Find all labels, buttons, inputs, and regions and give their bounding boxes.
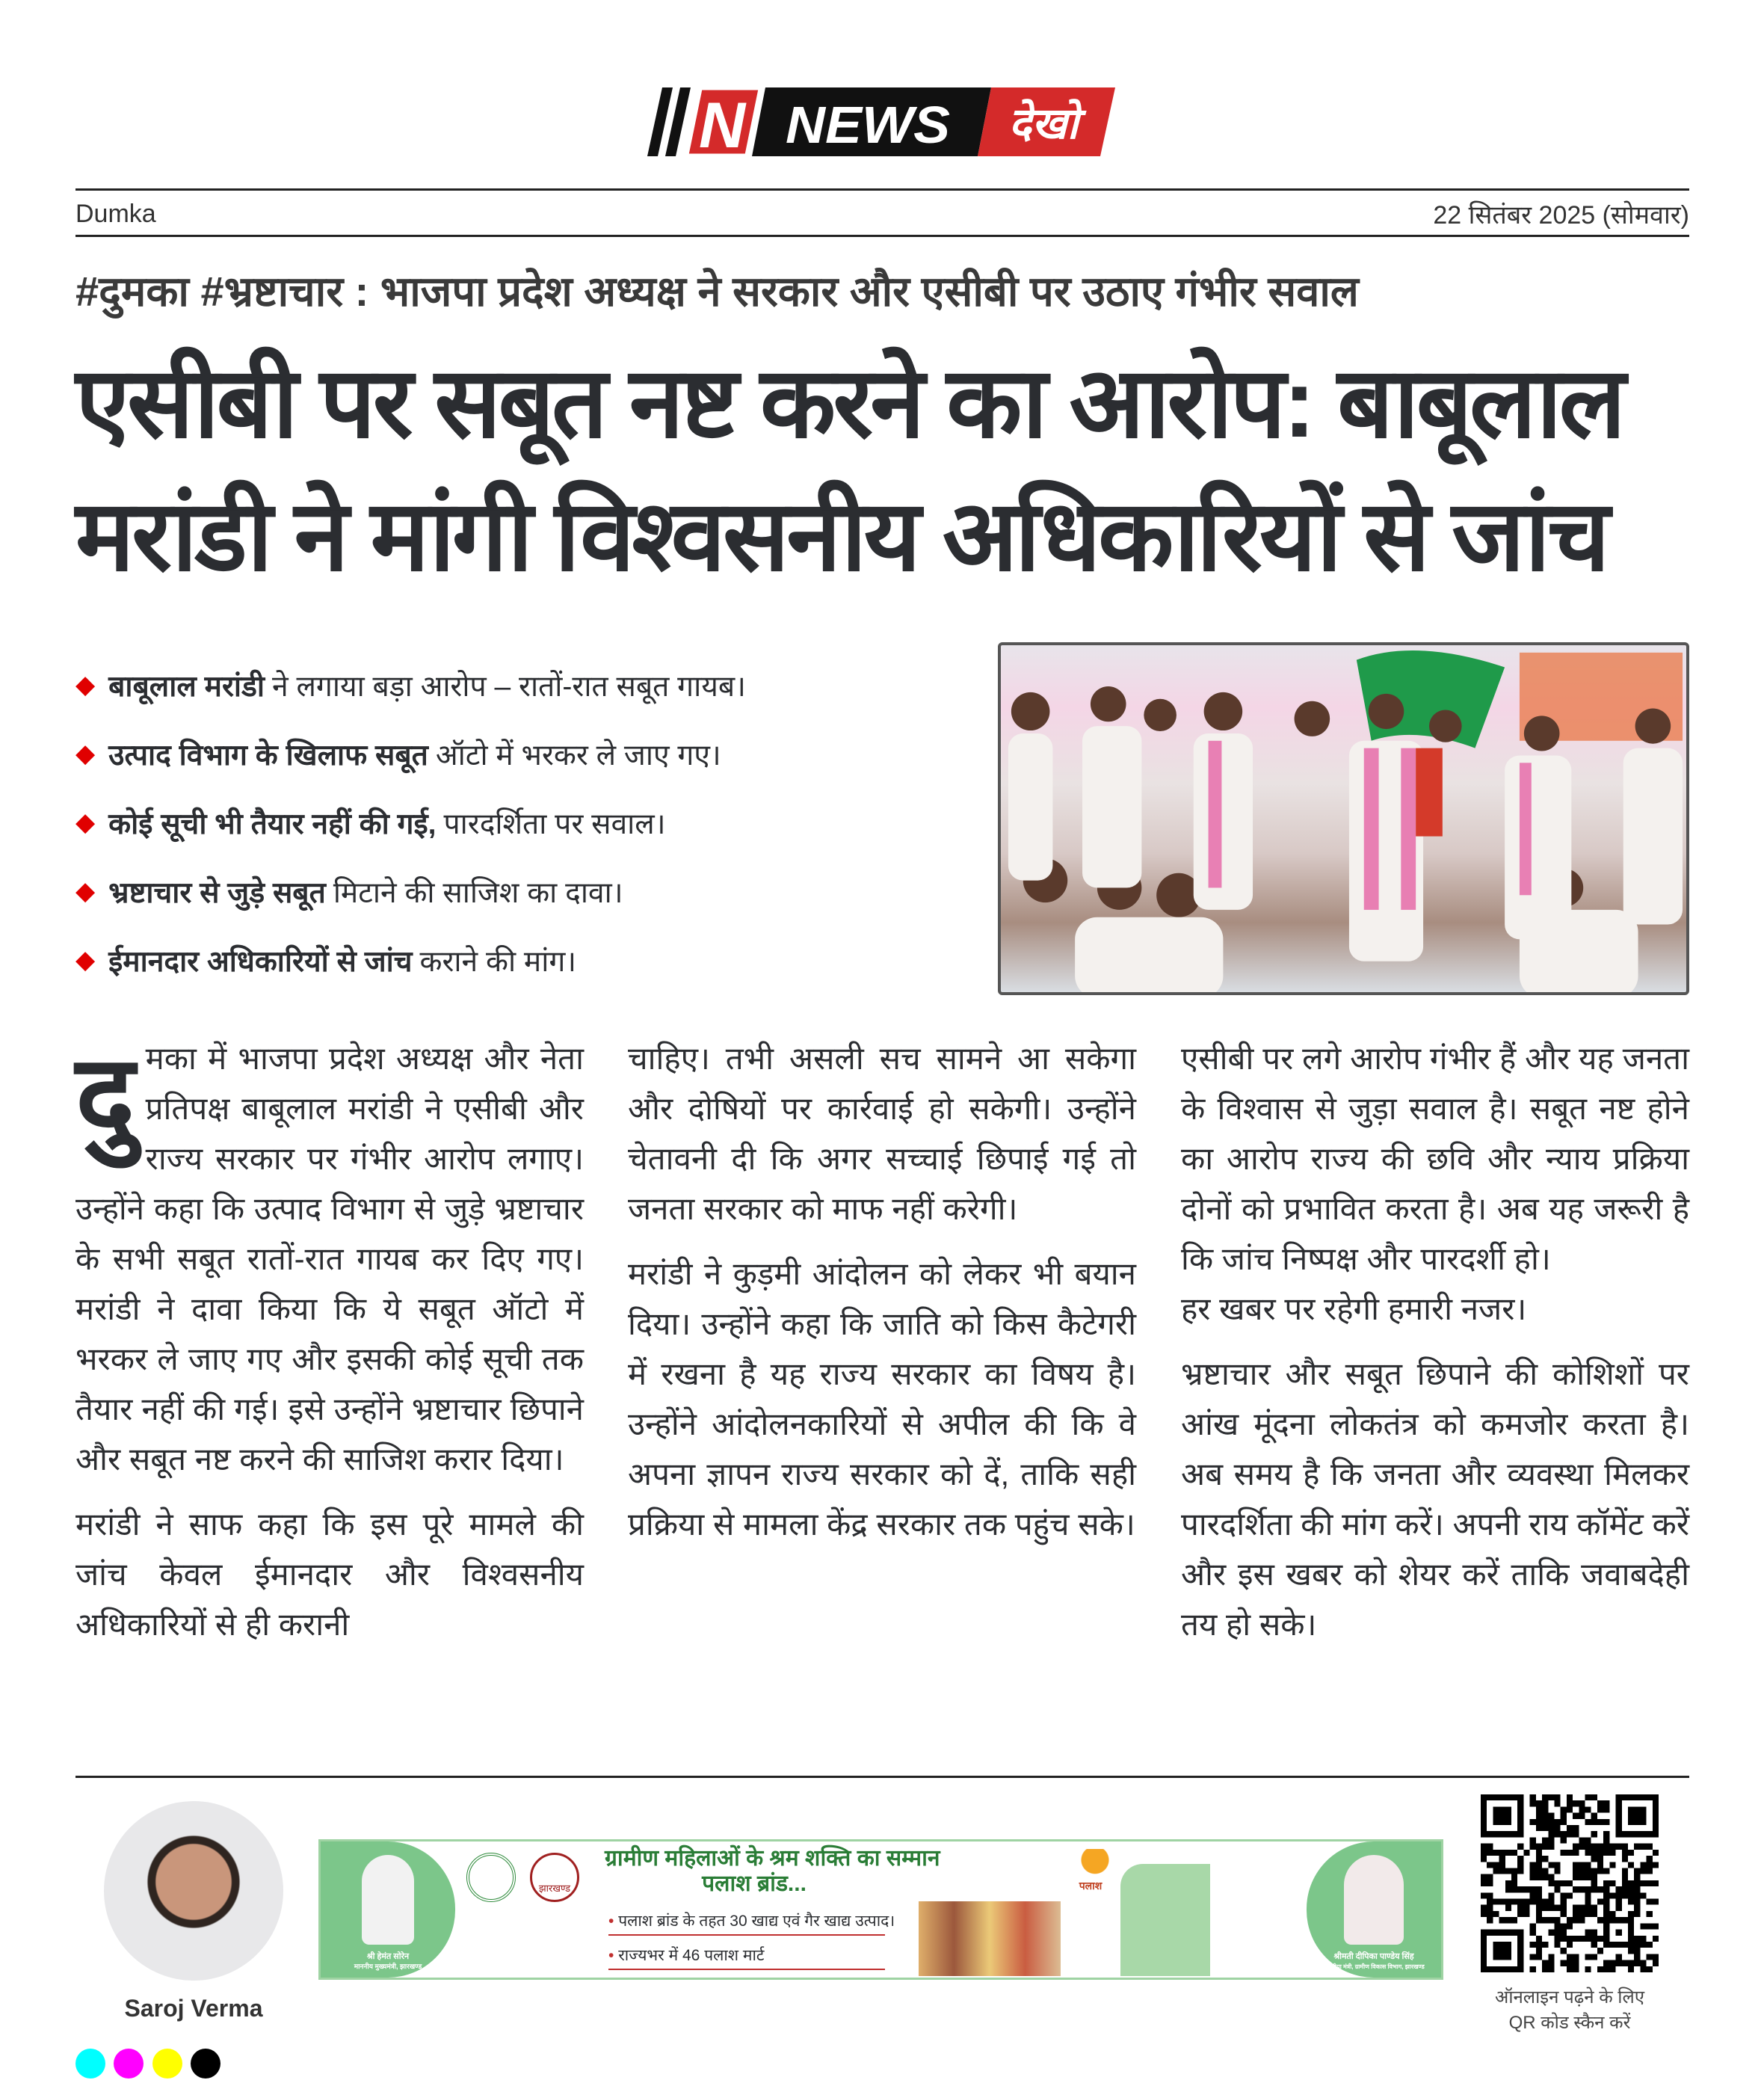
article-paragraph: मरांडी ने साफ कहा कि इस पूरे मामले की जांच केवल ईमानदार और विश्वसनीय अधिकारियों से ही करानी xyxy=(75,1507,584,1642)
ad-point-text: पलाश ब्रांड के तहत 30 खाद्य एवं गैर खाद्य उत्पाद। xyxy=(618,1913,895,1930)
headline-line: एसीबी पर सबूत नष्ट करने का आरोप: बाबूलाल xyxy=(75,348,1623,458)
logo-letter: N xyxy=(698,90,746,156)
footer-rule xyxy=(75,1776,1689,1778)
diamond-bullet-icon: ◆ xyxy=(75,808,96,837)
registration-dot-yellow xyxy=(152,2049,182,2079)
qr-code[interactable] xyxy=(1481,1794,1659,1972)
ad-point-text: राज्यभर में 46 पलाश मार्ट xyxy=(618,1947,765,1964)
left-caption-name: श्री हेमंत सोरेन xyxy=(366,1952,410,1961)
article-column-1 xyxy=(75,1033,584,1664)
diamond-bullet-icon: ◆ xyxy=(75,671,96,699)
red-dot-icon: • xyxy=(608,1947,614,1964)
bullet-item xyxy=(75,788,957,857)
crowd-bodies xyxy=(1008,726,1683,992)
ad-left-panel xyxy=(321,1841,455,1978)
cm-portrait xyxy=(362,1855,414,1945)
article-tagline: हर खबर पर रहेगी हमारी नजर। xyxy=(1181,1291,1527,1326)
headline-line: मरांडी ने मांगी विश्वसनीय अधिकारियों से जांच xyxy=(75,481,1608,591)
left-caption-title: माननीय मुख्यमंत्री, झारखण्ड xyxy=(354,1963,422,1970)
bullet-text: मिटाने की साजिश का दावा। xyxy=(333,876,623,909)
date: 22 सितंबर 2025 (सोमवार) xyxy=(1433,201,1689,230)
diamond-bullet-icon: ◆ xyxy=(75,739,96,768)
red-kurta xyxy=(1416,748,1443,837)
qr-caption-line: ऑनलाइन पढ़ने के लिए xyxy=(1494,1987,1645,2007)
article-paragraph: भ्रष्टाचार और सबूत छिपाने की कोशिशों पर आंख मूंदना लोकतंत्र को कमजोर करता है। अब समय है कि जनता और व्यवस्था मिलकर पारदर्शिता की मांग करें। अपनी राय कॉमेंट करें और इस खबर को शेयर करें ताकि जवाबदेही तय हो सके। xyxy=(1181,1356,1689,1642)
bullet-bold: भ्रष्टाचार से जुड़े सबूत xyxy=(108,876,326,909)
bullet-item xyxy=(75,719,957,788)
reporter-avatar xyxy=(104,1801,283,1981)
right-caption-title: माननीया मंत्री, ग्रामीण विकास विभाग, झारखण्ड xyxy=(1323,1963,1425,1970)
ad-point-1 xyxy=(608,1910,895,1936)
red-dot-icon: • xyxy=(608,1913,614,1930)
bullet-item xyxy=(75,857,957,926)
logo-news-text: NEWS xyxy=(786,96,950,154)
article-paragraph: एसीबी पर लगे आरोप गंभीर हैं और यह जनता के विश्वास से जुड़ा सवाल है। सबूत नष्ट होने का आरोप राज्य की छवि और न्याय प्रक्रिया दोनों को प्रभावित करता है। अब यह जरूरी है कि जांच निष्पक्ष और पारदर्शी हो। xyxy=(1181,1041,1689,1276)
article-paragraph: चाहिए। तभी असली सच सामने आ सकेगा और दोषियों पर कार्रवाई हो सकेगी। उन्होंने चेतावनी दी कि अगर सच्चाई छिपाई गई तो जनता सरकार को माफ नहीं करेगी। xyxy=(628,1041,1136,1226)
location: Dumka xyxy=(75,199,156,228)
reporter-name: Saroj Verma xyxy=(124,1995,263,2022)
bullet-bold: बाबूलाल मरांडी xyxy=(108,670,265,703)
products-image xyxy=(919,1901,1061,1976)
article-column-2 xyxy=(628,1033,1136,1564)
diamond-bullet-icon: ◆ xyxy=(75,946,96,974)
palash-circle-logo: झारखण्ड xyxy=(530,1853,579,1902)
article-column-3 xyxy=(1181,1033,1689,1664)
highlight-bullets xyxy=(75,650,957,994)
qr-caption-line: QR कोड स्कैन करें xyxy=(1508,2013,1631,2033)
paragraph-text: मका में भाजपा प्रदेश अध्यक्ष और नेता प्रतिपक्ष बाबूलाल मरांडी ने एसीबी और राज्य सरकार पर गंभीर आरोप लगाए। उन्होंने कहा कि उत्पाद विभाग से जुड़े भ्रष्टाचार के सभी सबूत रातों-रात गायब कर दिए गए। मरांडी ने दावा किया कि ये सबूत ऑटो में भरकर ले जाए गए और इसकी कोई सूची तक तैयार नहीं की गई। इसे उन्होंने भ्रष्टाचार छिपाने और सबूत नष्ट करने की साजिश करार दिया। xyxy=(75,1041,584,1477)
ad-point-2 xyxy=(608,1945,885,1970)
registration-dot-black xyxy=(191,2049,220,2079)
qr-caption xyxy=(1450,1985,1689,2036)
scarves xyxy=(1209,741,1532,910)
ad-title-line-1: ग्रामीण महिलाओं के श्रम शक्ति का सम्मान xyxy=(605,1846,940,1871)
bullet-text: पारदर्शिता पर सवाल। xyxy=(443,807,666,840)
main-headline xyxy=(75,336,1689,603)
diamond-bullet-icon: ◆ xyxy=(75,877,96,905)
bullet-bold: उत्पाद विभाग के खिलाफ सबूत xyxy=(108,739,428,772)
dropcap: दु xyxy=(75,1033,135,1158)
bullet-text: ऑटो में भरकर ले जाए गए। xyxy=(435,739,721,772)
article-paragraph: मरांडी ने कुड़मी आंदोलन को लेकर भी बयान दिया। उन्होंने कहा कि जाति को किस कैटेगरी में रखना है यह राज्य सरकार का विषय है। उन्होंने आंदोलनकारियों से अपील की कि वे अपना ज्ञापन राज्य सरकार को दें, ताकि सही प्रक्रिया से मामला केंद्र सरकार तक पहुंच सके। xyxy=(628,1256,1136,1542)
jharkhand-emblem-icon xyxy=(466,1853,516,1902)
bullet-bold: कोई सूची भी तैयार नहीं की गई, xyxy=(108,807,437,840)
dateline-rule xyxy=(75,235,1689,237)
ad-title-line-2: पलाश ब्रांड... xyxy=(702,1871,807,1896)
ad-right-panel xyxy=(1307,1841,1441,1978)
bullet-text: कराने की मांग। xyxy=(419,945,577,978)
bullet-bold: ईमानदार अधिकारियों से जांच xyxy=(108,945,413,978)
registration-dot-magenta xyxy=(114,2049,144,2079)
news-photo[interactable] xyxy=(998,642,1689,995)
women-photos xyxy=(1120,1864,1210,1976)
top-rule xyxy=(75,188,1689,191)
crowd-photo-illustration xyxy=(1001,645,1686,992)
bullet-item xyxy=(75,926,957,994)
article-paragraph xyxy=(75,1033,584,1484)
palash-brand-advertisement[interactable] xyxy=(318,1839,1443,1980)
minister-portrait xyxy=(1344,1855,1404,1945)
logo-dekho-text: देखो xyxy=(1008,99,1079,148)
news-dekho-logo[interactable] xyxy=(647,87,1115,156)
registration-dot-cyan xyxy=(75,2049,105,2079)
kicker-headline: #दुमका #भ्रष्टाचार : भाजपा प्रदेश अध्यक्ष ने सरकार और एसीबी पर उठाए गंभीर सवाल xyxy=(75,268,1359,315)
right-caption-name: श्रीमती दीपिका पाण्डेय सिंह xyxy=(1333,1952,1414,1961)
bullet-text: ने लगाया बड़ा आरोप – रातों-रात सबूत गायब। xyxy=(271,670,746,703)
bullet-item xyxy=(75,650,957,719)
dateline xyxy=(75,196,1689,232)
palash-brand-logo: पलाश xyxy=(1068,1849,1113,1893)
